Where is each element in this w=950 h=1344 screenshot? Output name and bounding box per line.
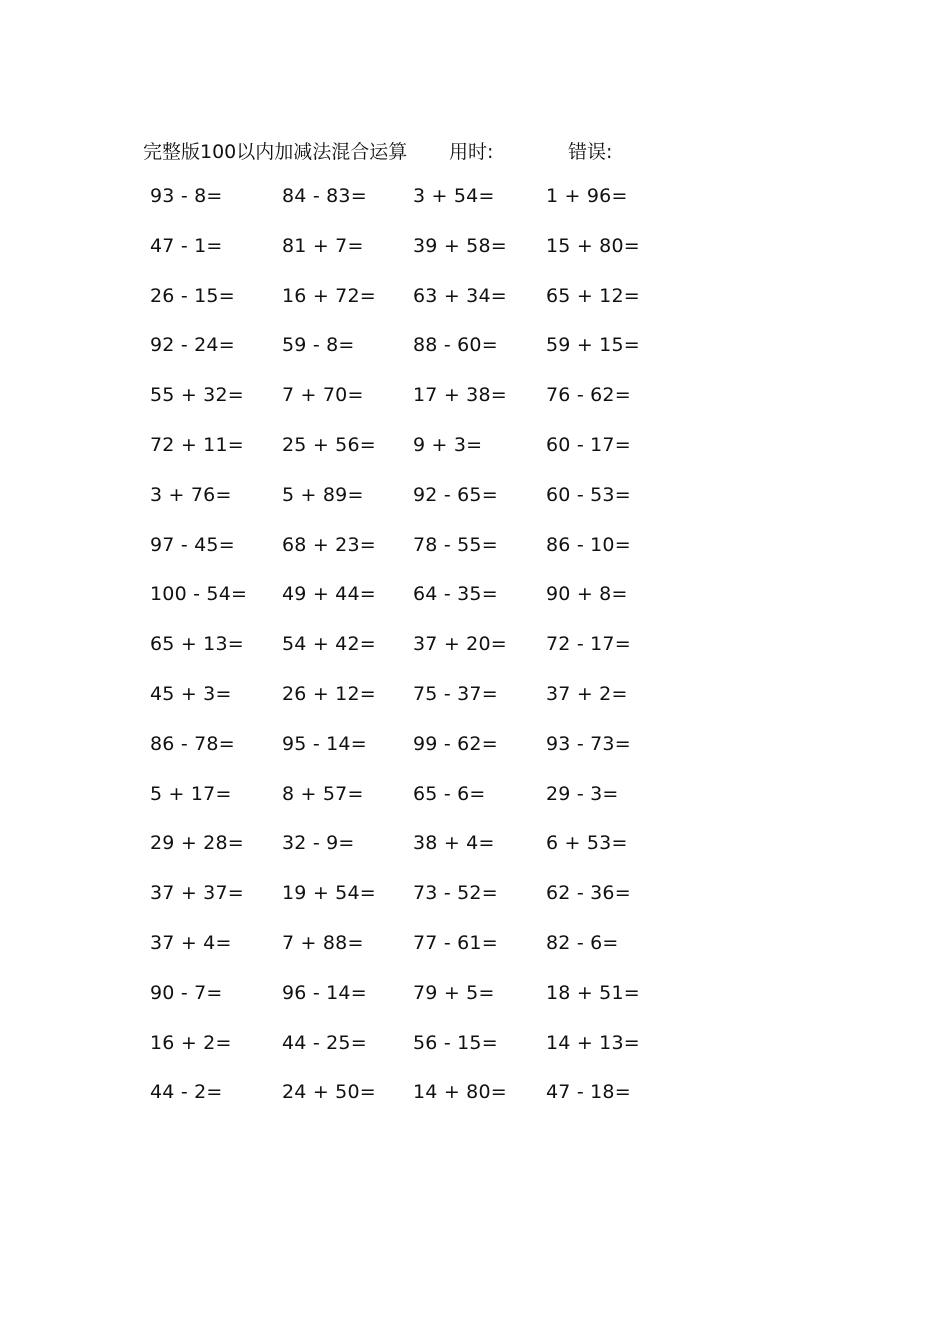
problem-cell: 86 - 10=	[546, 533, 631, 556]
problem-cell: 25 + 56=	[282, 433, 376, 456]
problem-cell: 93 - 8=	[150, 185, 223, 207]
problem-row	[0, 334, 950, 384]
problem-row	[0, 384, 950, 434]
problem-cell: 45 + 3=	[150, 682, 232, 705]
problem-cell: 95 - 14=	[282, 732, 367, 755]
problem-row	[0, 1032, 950, 1082]
problem-cell: 79 + 5=	[413, 981, 495, 1004]
problem-cell: 16 + 2=	[150, 1031, 232, 1054]
problem-cell: 3 + 76=	[150, 483, 232, 506]
problem-row	[0, 633, 950, 683]
problem-row	[0, 185, 950, 235]
problem-cell: 54 + 42=	[282, 633, 376, 656]
problem-cell: 26 - 15=	[150, 284, 235, 307]
problem-cell: 64 - 35=	[413, 583, 498, 606]
problem-cell: 9 + 3=	[413, 433, 483, 456]
problem-cell: 92 - 24=	[150, 334, 235, 357]
problem-cell: 32 - 9=	[282, 832, 355, 855]
problem-cell: 86 - 78=	[150, 732, 235, 755]
problem-cell: 7 + 70=	[282, 384, 364, 407]
problem-row	[0, 235, 950, 285]
problem-cell: 5 + 89=	[282, 483, 364, 506]
problem-row	[0, 733, 950, 783]
problem-cell: 100 - 54=	[150, 583, 248, 606]
problem-cell: 8 + 57=	[282, 782, 364, 805]
problem-row	[0, 982, 950, 1032]
problem-cell: 82 - 6=	[546, 931, 619, 954]
problem-cell: 77 - 61=	[413, 931, 498, 954]
problem-row	[0, 285, 950, 335]
problem-cell: 49 + 44=	[282, 583, 376, 606]
problem-row	[0, 832, 950, 882]
problem-row	[0, 434, 950, 484]
problem-cell: 29 + 28=	[150, 832, 244, 855]
problem-cell: 26 + 12=	[282, 682, 376, 705]
problem-cell: 76 - 62=	[546, 384, 631, 407]
problem-grid	[0, 185, 950, 1131]
problem-cell: 72 + 11=	[150, 433, 244, 456]
problem-cell: 24 + 50=	[282, 1081, 376, 1104]
problem-row	[0, 882, 950, 932]
problem-cell: 5 + 17=	[150, 782, 232, 805]
problem-cell: 90 + 8=	[546, 583, 628, 606]
problem-cell: 7 + 88=	[282, 931, 364, 954]
problem-cell: 1 + 96=	[546, 185, 628, 207]
problem-cell: 73 - 52=	[413, 882, 498, 905]
problem-cell: 90 - 7=	[150, 981, 223, 1004]
problem-cell: 37 + 4=	[150, 931, 232, 954]
problem-cell: 75 - 37=	[413, 682, 498, 705]
problem-cell: 55 + 32=	[150, 384, 244, 407]
problem-cell: 92 - 65=	[413, 483, 498, 506]
problem-cell: 6 + 53=	[546, 832, 628, 855]
problem-cell: 88 - 60=	[413, 334, 498, 357]
problem-row	[0, 583, 950, 633]
problem-cell: 62 - 36=	[546, 882, 631, 905]
problem-cell: 96 - 14=	[282, 981, 367, 1004]
problem-cell: 93 - 73=	[546, 732, 631, 755]
problem-row	[0, 683, 950, 733]
problem-cell: 29 - 3=	[546, 782, 619, 805]
problem-cell: 63 + 34=	[413, 284, 507, 307]
problem-cell: 3 + 54=	[413, 185, 495, 207]
problem-cell: 15 + 80=	[546, 234, 640, 257]
problem-cell: 81 + 7=	[282, 234, 364, 257]
problem-cell: 47 - 1=	[150, 234, 223, 257]
problem-cell: 17 + 38=	[413, 384, 507, 407]
problem-cell: 47 - 18=	[546, 1081, 631, 1104]
problem-row	[0, 1081, 950, 1131]
problem-cell: 16 + 72=	[282, 284, 376, 307]
worksheet-title: 完整版100以内加减法混合运算	[143, 141, 408, 163]
problem-cell: 68 + 23=	[282, 533, 376, 556]
problem-row	[0, 534, 950, 584]
problem-cell: 39 + 58=	[413, 234, 507, 257]
problem-cell: 60 - 53=	[546, 483, 631, 506]
time-label: 用时:	[449, 141, 494, 163]
problem-cell: 44 - 2=	[150, 1081, 223, 1104]
problem-cell: 78 - 55=	[413, 533, 498, 556]
problem-cell: 59 + 15=	[546, 334, 640, 357]
error-label: 错误:	[568, 141, 613, 163]
problem-cell: 65 + 12=	[546, 284, 640, 307]
problem-cell: 56 - 15=	[413, 1031, 498, 1054]
problem-row	[0, 484, 950, 534]
problem-cell: 99 - 62=	[413, 732, 498, 755]
problem-cell: 19 + 54=	[282, 882, 376, 905]
problem-cell: 60 - 17=	[546, 433, 631, 456]
problem-row	[0, 783, 950, 833]
problem-row	[0, 932, 950, 982]
problem-cell: 18 + 51=	[546, 981, 640, 1004]
problem-cell: 59 - 8=	[282, 334, 355, 357]
problem-cell: 14 + 80=	[413, 1081, 507, 1104]
problem-cell: 37 + 20=	[413, 633, 507, 656]
problem-cell: 14 + 13=	[546, 1031, 640, 1054]
problem-cell: 37 + 2=	[546, 682, 628, 705]
problem-cell: 65 + 13=	[150, 633, 244, 656]
problem-cell: 38 + 4=	[413, 832, 495, 855]
problem-cell: 72 - 17=	[546, 633, 631, 656]
problem-cell: 65 - 6=	[413, 782, 486, 805]
problem-cell: 84 - 83=	[282, 185, 367, 207]
problem-cell: 44 - 25=	[282, 1031, 367, 1054]
problem-cell: 97 - 45=	[150, 533, 235, 556]
problem-cell: 37 + 37=	[150, 882, 244, 905]
